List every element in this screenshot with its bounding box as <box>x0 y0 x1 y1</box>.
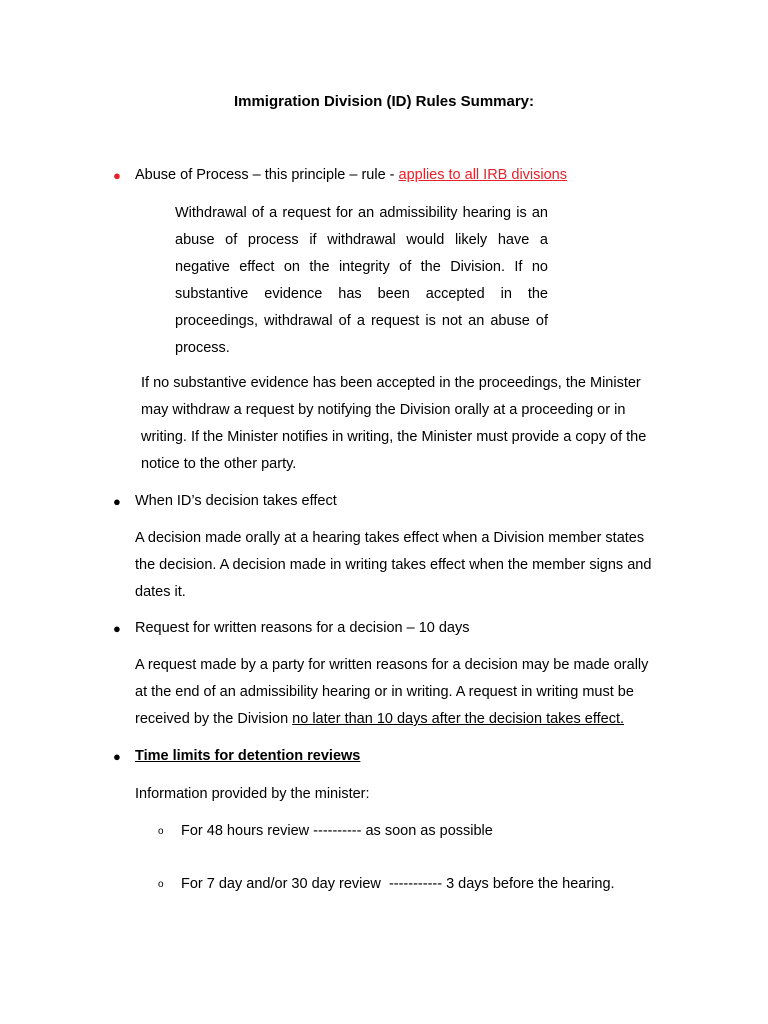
body-line: at the end of an admissibility hearing or in writing. A request in writing must be <box>135 684 634 700</box>
bullet-3-label: Request for written reasons for a decision – 10 days <box>135 620 470 636</box>
bullet-1-label: Abuse of Process – this principle – rule - <box>135 167 399 183</box>
bullet-4-label: Time limits for detention reviews <box>135 748 361 764</box>
quote-line: substantive evidence has been accepted in the <box>175 286 548 302</box>
quote-line: abuse of process if withdrawal would likely have a <box>175 232 548 248</box>
bullet-1-body <box>141 370 646 478</box>
body-line-prefix: received by the Division <box>135 711 293 727</box>
quote-line: Withdrawal of a request for an admissibility hearing is an <box>175 205 548 221</box>
quote-line: negative effect on the integrity of the Division. If no <box>175 259 548 275</box>
quote-line: proceedings, withdrawal of a request is not an abuse of <box>175 313 548 329</box>
body-line: writing. If the Minister notifies in writing, the Minister must provide a copy of the <box>141 429 647 445</box>
bullet-2-label: When ID’s decision takes effect <box>135 493 337 509</box>
bullet-1-heading <box>135 167 567 183</box>
bullet-2-body <box>135 525 651 606</box>
bullet-4-intro: Information provided by the minister: <box>135 786 370 802</box>
deadline-underlined: no later than 10 days after the decision takes effect. <box>292 711 625 727</box>
body-line: notice to the other party. <box>141 456 297 472</box>
bullet-4-marker: ● <box>113 749 121 764</box>
sub-bullet-marker: o <box>158 879 164 890</box>
bullet-2-marker: ● <box>113 494 121 509</box>
body-line: the decision. A decision made in writing takes effect when the member signs and <box>135 557 652 573</box>
sub-item-48-hours: For 48 hours review ---------- as soon as possible <box>181 823 493 839</box>
quote-line: process. <box>175 340 230 356</box>
sub-bullet-marker: o <box>158 826 164 837</box>
bullet-1-quote <box>175 200 548 362</box>
bullet-3-marker: ● <box>113 621 121 636</box>
page-title: Immigration Division (ID) Rules Summary: <box>233 93 535 110</box>
body-line: If no substantive evidence has been accepted in the proceedings, the Minister <box>141 375 641 391</box>
bullet-3-body <box>135 652 648 733</box>
body-line: A decision made orally at a hearing takes effect when a Division member states <box>135 530 645 546</box>
body-line: A request made by a party for written reasons for a decision may be made orally <box>135 657 649 673</box>
sub-item-7-30-day: For 7 day and/or 30 day review ----------- 3 days before the hearing. <box>181 876 615 892</box>
body-line <box>135 706 648 733</box>
bullet-1-highlight: applies to all IRB divisions <box>398 167 567 183</box>
bullet-1-marker: ● <box>113 168 121 183</box>
body-line: dates it. <box>135 584 186 600</box>
body-line: may withdraw a request by notifying the Division orally at a proceeding or in <box>141 402 626 418</box>
